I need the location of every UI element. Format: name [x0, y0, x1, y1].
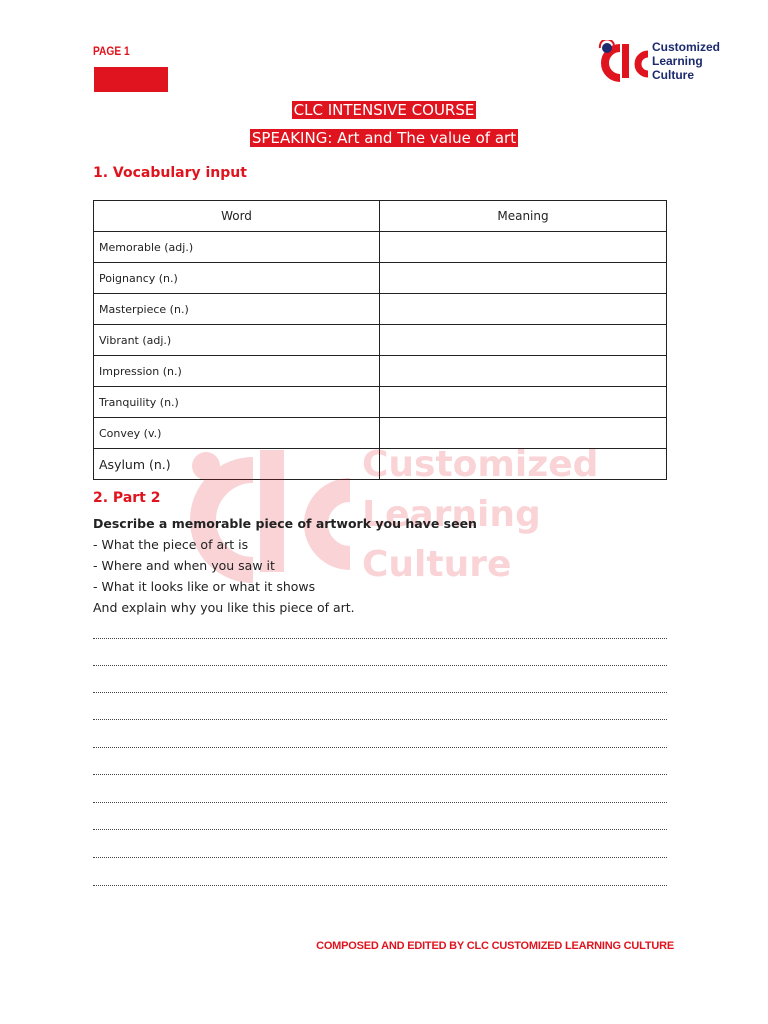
page-label: PAGE 1 [93, 44, 130, 58]
logo-line-2: Learning [652, 54, 703, 68]
clc-logo [598, 40, 728, 84]
meaning-cell[interactable] [380, 232, 667, 263]
watermark-line-2: Learning [362, 494, 541, 535]
task-closing: And explain why you like this piece of art. [93, 600, 355, 615]
answer-line[interactable] [93, 828, 667, 830]
word-cell: Vibrant (adj.) [94, 325, 380, 356]
answer-line[interactable] [93, 884, 667, 886]
answer-line[interactable] [93, 718, 667, 720]
answer-line[interactable] [93, 801, 667, 803]
task-card [93, 513, 673, 618]
topic-title [0, 128, 768, 148]
table-row [94, 294, 667, 325]
meaning-cell[interactable] [380, 263, 667, 294]
logo-line-3: Culture [652, 68, 694, 82]
table-row [94, 387, 667, 418]
word-cell: Memorable (adj.) [94, 232, 380, 263]
answer-line[interactable] [93, 691, 667, 693]
task-bullet: - Where and when you saw it [93, 558, 275, 573]
watermark-line-1: Customized [362, 444, 599, 485]
meaning-cell[interactable] [380, 387, 667, 418]
word-cell: Tranquility (n.) [94, 387, 380, 418]
clc-logo-mark-icon [598, 40, 652, 84]
word-cell: Convey (v.) [94, 418, 380, 449]
topic-title-text: SPEAKING: Art and The value of art [251, 129, 517, 147]
section-2-heading: 2. Part 2 [93, 490, 161, 506]
vocabulary-table [93, 200, 667, 480]
column-header-meaning: Meaning [380, 201, 667, 232]
task-bullet: - What the piece of art is [93, 537, 249, 552]
word-cell: Masterpiece (n.) [94, 294, 380, 325]
meaning-cell[interactable] [380, 325, 667, 356]
table-row [94, 263, 667, 294]
task-bullet: - What it looks like or what it shows [93, 579, 316, 594]
course-title-text: CLC INTENSIVE COURSE [293, 101, 475, 119]
logo-line-1: Customized [652, 40, 721, 54]
task-prompt: Describe a memorable piece of artwork you have seen [93, 516, 477, 531]
answer-line[interactable] [93, 746, 667, 748]
meaning-cell[interactable] [380, 356, 667, 387]
table-row [94, 356, 667, 387]
answer-line[interactable] [93, 773, 667, 775]
column-header-word: Word [94, 201, 380, 232]
table-row [94, 325, 667, 356]
course-title [0, 100, 768, 120]
table-row [94, 232, 667, 263]
footer-credit: COMPOSED AND EDITED BY CLC CUSTOMIZED LEARNING CULTURE [316, 940, 674, 952]
answer-line[interactable] [93, 637, 667, 639]
word-cell: Asylum (n.) [94, 449, 380, 480]
table-header-row [94, 201, 667, 232]
watermark-line-3: Culture [362, 544, 512, 585]
meaning-cell[interactable] [380, 294, 667, 325]
logo-text [652, 40, 732, 82]
answer-line[interactable] [93, 664, 667, 666]
answer-line[interactable] [93, 856, 667, 858]
word-cell: Poignancy (n.) [94, 263, 380, 294]
section-1-heading: 1. Vocabulary input [93, 165, 247, 181]
word-cell: Impression (n.) [94, 356, 380, 387]
red-label-block [94, 67, 168, 92]
